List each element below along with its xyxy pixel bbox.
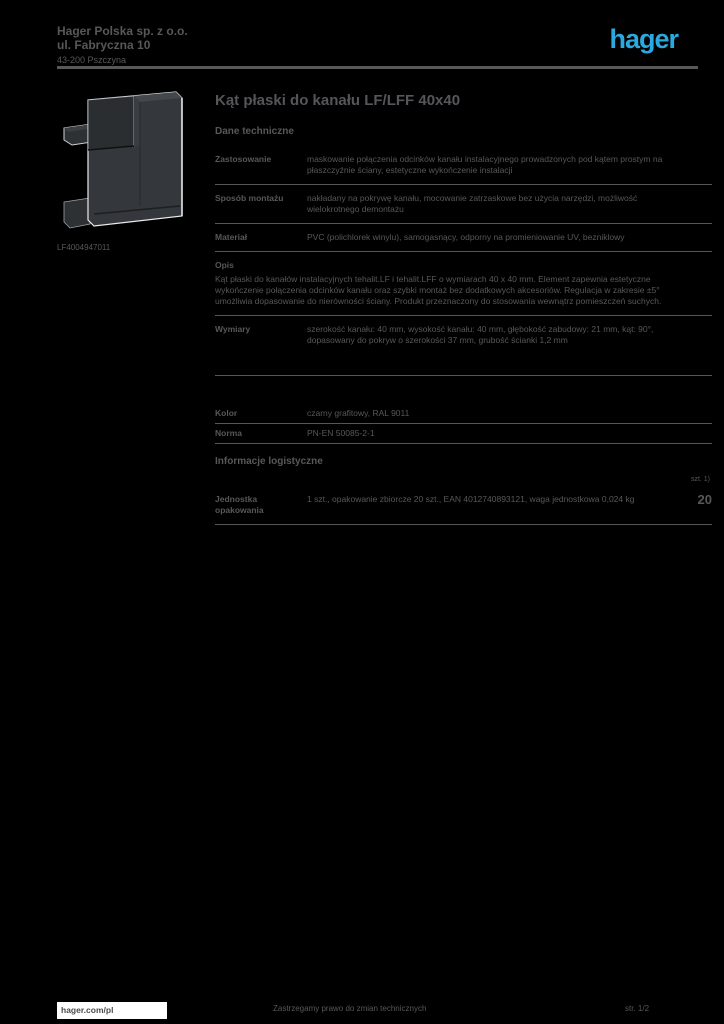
row-label: Wymiary <box>215 324 251 334</box>
row-value: 1 szt., opakowanie zbiorcze 20 szt., EAN 4012740893121, waga jednostkowa 0,024 kg <box>307 494 635 504</box>
footer-page-number: str. 1/2 <box>625 1004 650 1013</box>
table-row <box>215 424 712 444</box>
company-name: Hager Polska sp. z o.o. <box>57 24 188 38</box>
flat-angle-product-image <box>58 84 194 236</box>
table-row-description <box>215 252 712 316</box>
row-label: Norma <box>215 428 242 438</box>
row-value: Kąt płaski do kanałów instalacyjnych tehalit.LF i tehalit.LFF o wymiarach 40 x 40 mm. Element zapewnia estetyczne wykończenie połączenia odcinków kanału oraz szybki montaż bez dodatkowych akcesoriów. Regulacja w zakresie ±5° umożliwia dopasowanie do nierówności ściany. Produkt przeznaczony do stosowania wewnątrz pomieszczeń suchych. <box>215 274 662 306</box>
pack-quantity: 20 <box>697 492 712 507</box>
row-label: Kolor <box>215 408 238 418</box>
row-value: maskowanie połączenia odcinków kanału instalacyjnego prowadzonych pod kątem prostym na płaszczyźnie ściany, estetyczne wykończenie instalacji <box>307 154 663 175</box>
main-content <box>215 92 712 525</box>
table-row <box>215 185 712 224</box>
product-reference: LF4004947011 <box>57 243 111 252</box>
hager-logo: hager <box>609 24 678 54</box>
product-photo <box>58 84 194 236</box>
product-title: Kąt płaski do kanału LF/LFF 40x40 <box>215 92 461 109</box>
section-title-logistics: Informacje logistyczne <box>215 456 323 467</box>
footer-website-link[interactable]: hager.com/pl <box>57 1002 167 1019</box>
row-value: nakładany na pokrywę kanału, mocowanie zatrzaskowe bez użycia narzędzi, możliwość wielokrotnego demontażu <box>307 193 638 214</box>
row-value: PN-EN 50085-2-1 <box>307 428 375 438</box>
row-value: PVC (polichlorek winylu), samogasnący, odporny na promieniowanie UV, bezniklowy <box>307 232 625 242</box>
footer-disclaimer: Zastrzegamy prawo do zmian technicznych <box>273 1004 427 1013</box>
row-label: Jednostka opakowania <box>215 494 264 515</box>
row-value: czarny grafitowy, RAL 9011 <box>307 408 410 418</box>
table-row <box>215 146 712 185</box>
row-label: Zastosowanie <box>215 154 272 164</box>
table-row <box>215 316 712 376</box>
company-street: ul. Fabryczna 10 <box>57 38 151 52</box>
table-row <box>215 404 712 424</box>
header-company-block <box>57 24 188 66</box>
row-label: Materiał <box>215 232 248 242</box>
row-value: szerokość kanału: 40 mm, wysokość kanału: 40 mm, głębokość zabudowy: 21 mm, kąt: 90°, dopasowany do pokryw o szerokości 37 mm, grubość ścianki 1,2 mm <box>307 324 654 345</box>
header-divider <box>57 66 698 69</box>
unit-footnote: szt. 1) <box>690 476 710 483</box>
table-row <box>215 224 712 252</box>
section-title-technical: Dane techniczne <box>215 126 294 137</box>
table-row-logistics <box>215 486 712 525</box>
company-city: 43-200 Pszczyna <box>57 55 127 65</box>
row-label: Sposób montażu <box>215 193 284 203</box>
row-label: Opis <box>215 260 234 270</box>
